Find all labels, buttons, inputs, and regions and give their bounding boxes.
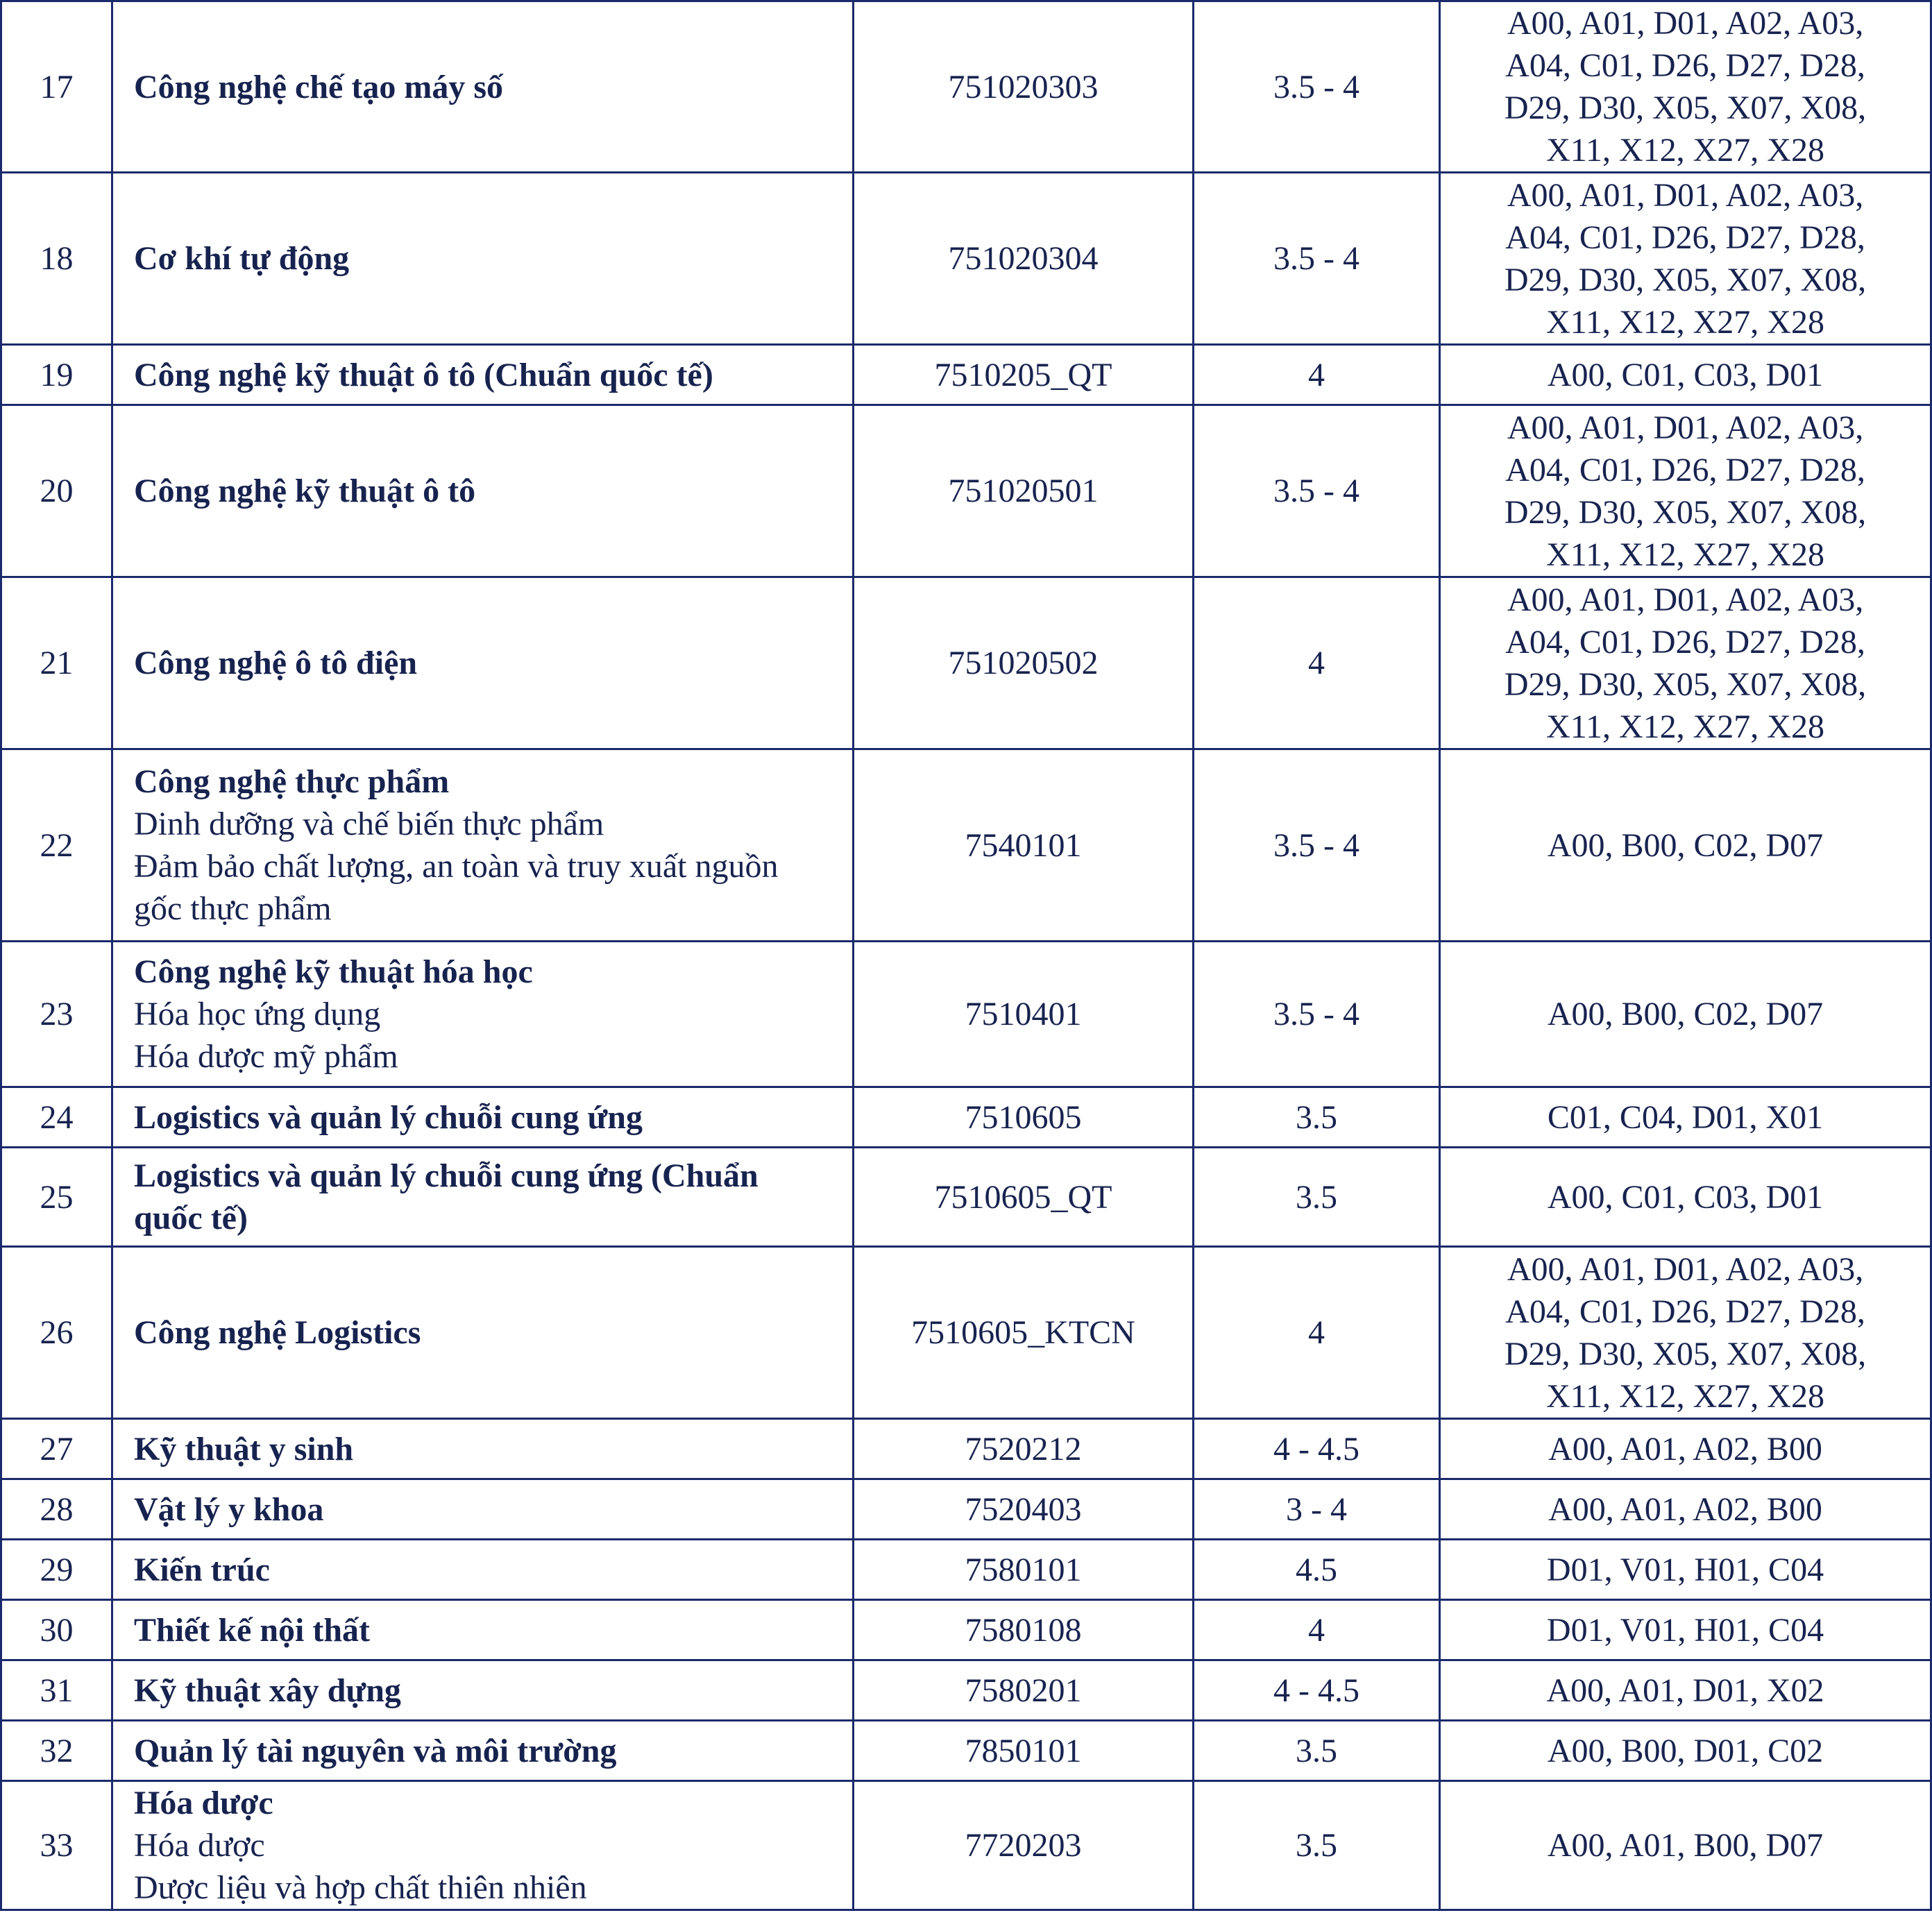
program-title: Công nghệ thực phẩm xyxy=(134,763,450,800)
combination-line: A04, C01, D26, D27, D28, xyxy=(1505,219,1865,256)
row-number: 32 xyxy=(1,1721,112,1781)
row-number: 20 xyxy=(1,405,112,577)
program-name-cell xyxy=(112,1721,854,1781)
program-code: 7520212 xyxy=(854,1419,1194,1479)
program-code: 7510605 xyxy=(854,1087,1194,1148)
table-row xyxy=(1,173,1931,345)
combination-line: A04, C01, D26, D27, D28, xyxy=(1505,47,1865,84)
row-number: 17 xyxy=(1,1,112,173)
program-title: Vật lý y khoa xyxy=(134,1490,324,1528)
row-number: 30 xyxy=(1,1600,112,1660)
program-score: 4 xyxy=(1194,1600,1440,1660)
program-title: Công nghệ chế tạo máy số xyxy=(134,68,504,105)
combination-line: X11, X12, X27, X28 xyxy=(1546,708,1824,745)
program-code: 751020304 xyxy=(854,173,1194,345)
row-number: 21 xyxy=(1,577,112,749)
table-row xyxy=(1,1540,1931,1600)
subject-combinations xyxy=(1440,1,1931,173)
row-number: 24 xyxy=(1,1087,112,1148)
program-score: 4 - 4.5 xyxy=(1194,1419,1440,1479)
combination-line: A00, A01, A02, B00 xyxy=(1548,1490,1822,1528)
program-name-cell xyxy=(112,1781,854,1910)
subject-combinations xyxy=(1440,1087,1931,1148)
table-body xyxy=(1,1,1931,1910)
combination-line: A00, C01, C03, D01 xyxy=(1547,1178,1824,1216)
subject-combinations xyxy=(1440,749,1931,942)
program-code: 7510605_KTCN xyxy=(854,1247,1194,1419)
combination-line: A04, C01, D26, D27, D28, xyxy=(1505,451,1865,488)
program-score: 4 xyxy=(1194,345,1440,405)
program-name-cell xyxy=(112,1540,854,1600)
program-name-cell xyxy=(112,749,854,942)
program-specialization: Hóa dược xyxy=(134,1827,265,1864)
program-specialization: Đảm bảo chất lượng, an toàn và truy xuất nguồn gốc thực phẩm xyxy=(134,848,779,927)
row-number: 25 xyxy=(1,1148,112,1247)
program-name-cell xyxy=(112,345,854,405)
row-number: 19 xyxy=(1,345,112,405)
program-name-cell xyxy=(112,1247,854,1419)
row-number: 33 xyxy=(1,1781,112,1910)
row-number: 27 xyxy=(1,1419,112,1479)
program-score: 3.5 - 4 xyxy=(1194,749,1440,942)
combination-line: D29, D30, X05, X07, X08, xyxy=(1504,1335,1867,1372)
combination-line: A00, A01, D01, A02, A03, xyxy=(1507,409,1864,446)
program-title: Thiết kế nội thất xyxy=(134,1611,371,1649)
row-number: 28 xyxy=(1,1479,112,1540)
program-title: Kỹ thuật xây dựng xyxy=(134,1672,401,1709)
program-title: Logistics và quản lý chuỗi cung ứng xyxy=(134,1098,643,1136)
row-number: 31 xyxy=(1,1660,112,1721)
program-title: Kiến trúc xyxy=(134,1551,270,1588)
subject-combinations xyxy=(1440,345,1931,405)
combination-line: A00, A01, D01, A02, A03, xyxy=(1507,176,1864,214)
table-row xyxy=(1,1479,1931,1540)
combination-line: X11, X12, X27, X28 xyxy=(1546,132,1824,169)
combination-line: A00, A01, B00, D07 xyxy=(1547,1827,1824,1864)
table-row xyxy=(1,1781,1931,1910)
subject-combinations xyxy=(1440,1419,1931,1479)
program-name-cell xyxy=(112,1600,854,1660)
combination-line: A00, A01, D01, A02, A03, xyxy=(1507,1250,1864,1288)
combination-line: A00, A01, D01, X02 xyxy=(1546,1672,1824,1709)
program-score: 3.5 - 4 xyxy=(1194,1,1440,173)
program-name-cell xyxy=(112,1479,854,1540)
table-row xyxy=(1,1600,1931,1660)
program-code: 7850101 xyxy=(854,1721,1194,1781)
combination-line: A00, A01, A02, B00 xyxy=(1548,1430,1822,1468)
program-title: Công nghệ ô tô điện xyxy=(134,645,418,681)
subject-combinations xyxy=(1440,1781,1931,1910)
combination-line: X11, X12, X27, X28 xyxy=(1546,536,1824,573)
subject-combinations xyxy=(1440,1721,1931,1781)
subject-combinations xyxy=(1440,942,1931,1087)
program-specialization: Dược liệu và hợp chất thiên nhiên xyxy=(134,1869,587,1906)
program-name-cell xyxy=(112,1087,854,1148)
program-score: 3.5 - 4 xyxy=(1194,173,1440,345)
program-code: 7580201 xyxy=(854,1660,1194,1721)
program-code: 7510401 xyxy=(854,942,1194,1087)
subject-combinations xyxy=(1440,173,1931,345)
program-code: 751020303 xyxy=(854,1,1194,173)
table-row xyxy=(1,1247,1931,1419)
program-score: 3.5 xyxy=(1194,1087,1440,1148)
program-title: Cơ khí tự động xyxy=(134,240,350,277)
program-title: Kỹ thuật y sinh xyxy=(134,1430,354,1468)
combination-line: A04, C01, D26, D27, D28, xyxy=(1505,623,1865,661)
subject-combinations xyxy=(1440,1540,1931,1600)
combination-line: D01, V01, H01, C04 xyxy=(1546,1611,1824,1649)
program-name-cell xyxy=(112,173,854,345)
subject-combinations xyxy=(1440,1247,1931,1419)
program-name-cell xyxy=(112,1148,854,1247)
combination-line: C01, C04, D01, X01 xyxy=(1547,1098,1824,1136)
table-row xyxy=(1,1721,1931,1781)
combination-line: A04, C01, D26, D27, D28, xyxy=(1505,1293,1865,1330)
program-score: 3.5 - 4 xyxy=(1194,405,1440,577)
program-score: 4 xyxy=(1194,1247,1440,1419)
combination-line: A00, B00, D01, C02 xyxy=(1547,1732,1824,1769)
subject-combinations xyxy=(1440,1660,1931,1721)
combination-line: A00, B00, C02, D07 xyxy=(1547,826,1824,864)
combination-line: A00, A01, D01, A02, A03, xyxy=(1507,581,1864,618)
row-number: 29 xyxy=(1,1540,112,1600)
program-specialization: Hóa học ứng dụng xyxy=(134,996,381,1032)
table-row xyxy=(1,749,1931,942)
program-score: 3 - 4 xyxy=(1194,1479,1440,1540)
program-specialization: Hóa dược mỹ phẩm xyxy=(134,1038,398,1075)
program-title: Công nghệ kỹ thuật hóa học xyxy=(134,953,533,990)
program-title: Công nghệ kỹ thuật ô tô xyxy=(134,473,476,509)
program-name-cell xyxy=(112,1,854,173)
program-score: 3.5 xyxy=(1194,1721,1440,1781)
table-row xyxy=(1,1419,1931,1479)
subject-combinations xyxy=(1440,1148,1931,1247)
program-title: Quản lý tài nguyên và môi trường xyxy=(134,1732,617,1769)
program-title: Công nghệ Logistics xyxy=(134,1314,421,1351)
subject-combinations xyxy=(1440,1600,1931,1660)
program-name-cell xyxy=(112,577,854,749)
program-title: Hóa dược xyxy=(134,1785,273,1821)
program-code: 7540101 xyxy=(854,749,1194,942)
combination-line: D29, D30, X05, X07, X08, xyxy=(1504,90,1867,126)
table-row xyxy=(1,1087,1931,1148)
table-row xyxy=(1,1,1931,173)
combination-line: A00, B00, C02, D07 xyxy=(1547,996,1824,1032)
combination-line: X11, X12, X27, X28 xyxy=(1546,1377,1824,1415)
program-code: 7720203 xyxy=(854,1781,1194,1910)
table-row xyxy=(1,1148,1931,1247)
subject-combinations xyxy=(1440,1479,1931,1540)
row-number: 22 xyxy=(1,749,112,942)
program-name-cell xyxy=(112,1419,854,1479)
program-specialization: Dinh dưỡng và chế biến thực phẩm xyxy=(134,806,604,842)
program-score: 4 - 4.5 xyxy=(1194,1660,1440,1721)
combination-line: D29, D30, X05, X07, X08, xyxy=(1504,493,1867,531)
combination-line: D29, D30, X05, X07, X08, xyxy=(1504,665,1867,703)
program-score: 3.5 xyxy=(1194,1781,1440,1910)
program-code: 7510605_QT xyxy=(854,1148,1194,1247)
program-score: 3.5 xyxy=(1194,1148,1440,1247)
table-row xyxy=(1,577,1931,749)
table-row xyxy=(1,405,1931,577)
subject-combinations xyxy=(1440,577,1931,749)
program-code: 7580101 xyxy=(854,1540,1194,1600)
row-number: 18 xyxy=(1,173,112,345)
program-score: 4 xyxy=(1194,577,1440,749)
combination-line: A00, C01, C03, D01 xyxy=(1547,356,1824,393)
program-score: 4.5 xyxy=(1194,1540,1440,1600)
subject-combinations xyxy=(1440,405,1931,577)
table-row xyxy=(1,345,1931,405)
combination-line: X11, X12, X27, X28 xyxy=(1546,303,1824,341)
program-code: 7580108 xyxy=(854,1600,1194,1660)
program-code: 7520403 xyxy=(854,1479,1194,1540)
program-code: 751020501 xyxy=(854,405,1194,577)
table-row xyxy=(1,1660,1931,1721)
row-number: 23 xyxy=(1,942,112,1087)
program-name-cell xyxy=(112,942,854,1087)
program-name-cell xyxy=(112,1660,854,1721)
row-number: 26 xyxy=(1,1247,112,1419)
program-code: 751020502 xyxy=(854,577,1194,749)
program-score: 3.5 - 4 xyxy=(1194,942,1440,1087)
table-row xyxy=(1,942,1931,1087)
combination-line: D29, D30, X05, X07, X08, xyxy=(1504,261,1867,298)
program-title: Logistics và quản lý chuỗi cung ứng (Chuẩn quốc tế) xyxy=(134,1157,759,1236)
program-code: 7510205_QT xyxy=(854,345,1194,405)
combination-line: A00, A01, D01, A02, A03, xyxy=(1507,5,1864,42)
program-name-cell xyxy=(112,405,854,577)
program-title: Công nghệ kỹ thuật ô tô (Chuẩn quốc tế) xyxy=(134,356,713,393)
combination-line: D01, V01, H01, C04 xyxy=(1546,1551,1824,1588)
